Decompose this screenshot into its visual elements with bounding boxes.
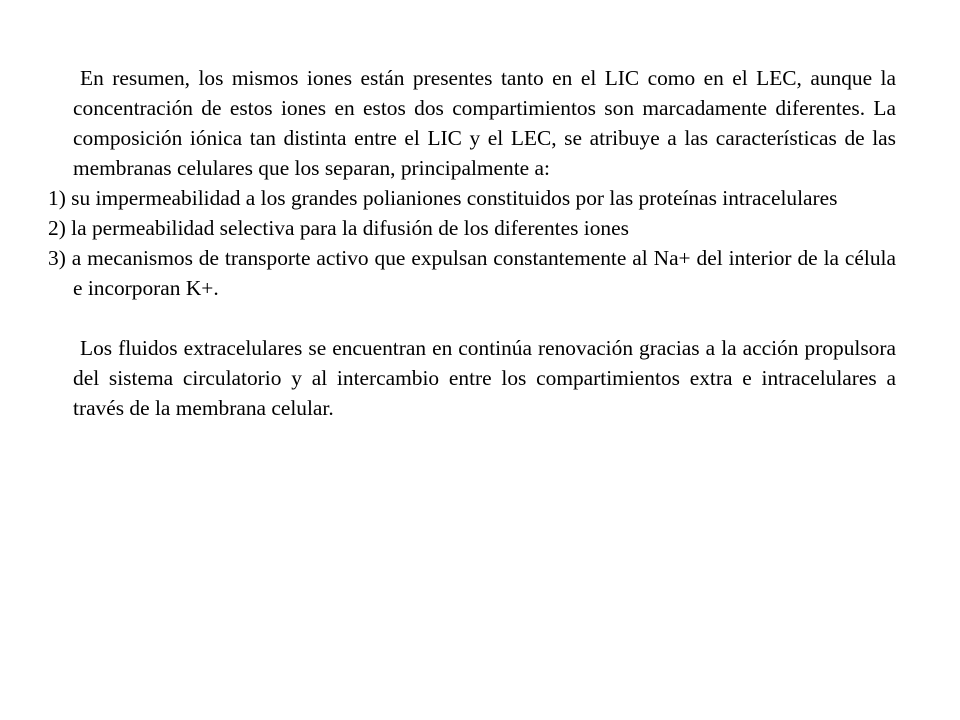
list-item-3: 3) a mecanismos de transporte activo que expulsan constantemente al Na+ del interior de la célula e incorporan K+. [48,246,896,300]
list-item-1: 1) su impermeabilidad a los grandes polianiones constituidos por las proteínas intracelulares [48,186,838,210]
paragraph-spacer [48,303,896,333]
closing-paragraph: Los fluidos extracelulares se encuentran en continúa renovación gracias a la acción propulsora del sistema circulatorio y al intercambio entre los compartimientos extra e intracelulares a través de la membrana celular. [73,336,896,420]
slide-body [48,63,896,423]
intro-paragraph: En resumen, los mismos iones están presentes tanto en el LIC como en el LEC, aunque la concentración de estos iones en estos dos compartimientos son marcadamente diferentes. La composición iónica tan distinta entre el LIC y el LEC, se atribuye a las características de las membranas celulares que los separan, principalmente a: [73,66,896,180]
list-item-2: 2) la permeabilidad selectiva para la difusión de los diferentes iones [48,216,629,240]
